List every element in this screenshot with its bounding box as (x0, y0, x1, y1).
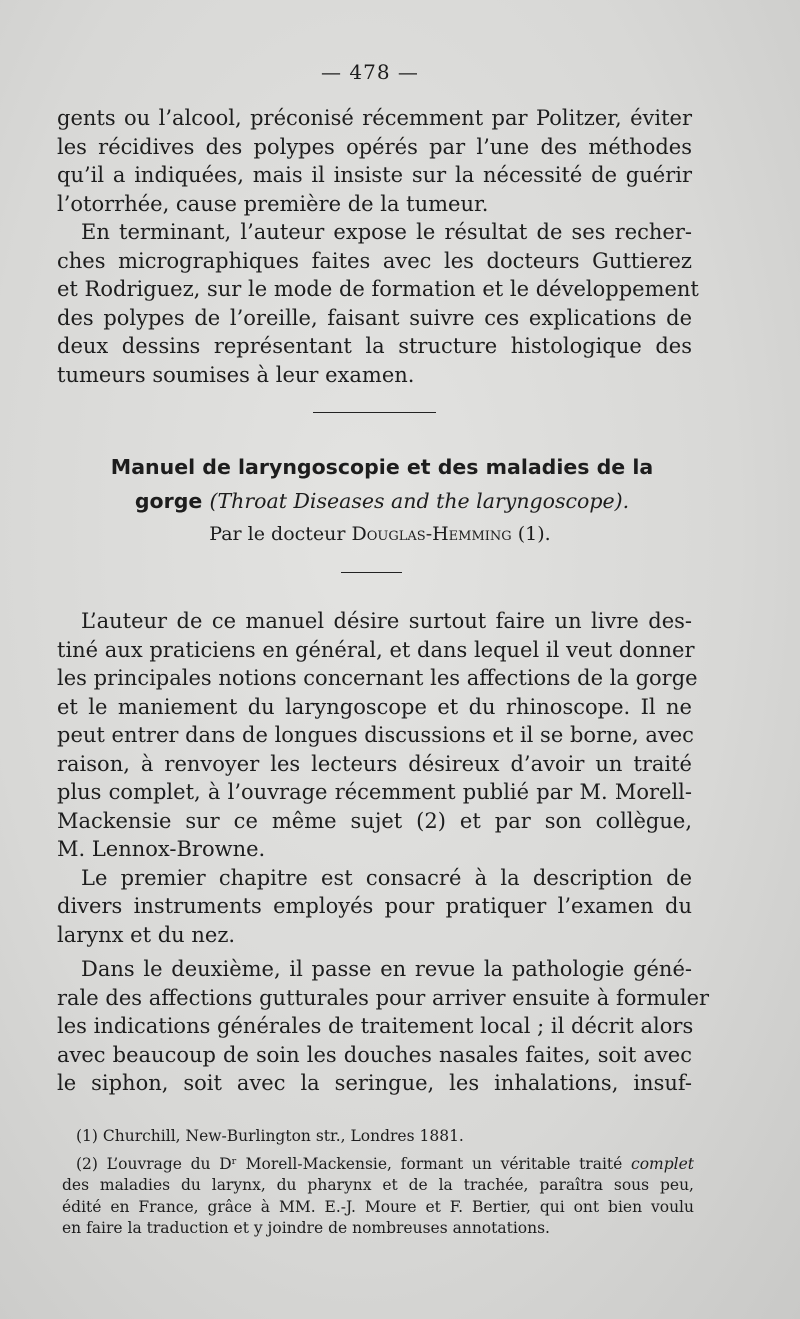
text-line: rale des affections gutturales pour arriver ensuite à formuler (57, 985, 710, 1010)
text-line: gents ou l’alcool, préconisé récemment par Politzer, éviter (57, 106, 692, 130)
text-line: divers instruments employés pour pratiquer l’examen du (57, 894, 692, 918)
text-line: raison, à renvoyer les lecteurs désireux d’avoir un traité (57, 751, 692, 776)
text-line: avec beaucoup de soin les douches nasales faites, soit avec (57, 1042, 692, 1067)
section-title (57, 450, 707, 518)
section-title-line: Manuel de laryngoscopie et des maladies de la (110, 455, 654, 479)
separator-rule (313, 412, 436, 413)
section-title-bold: gorge (134, 489, 203, 513)
top-text-block (57, 104, 699, 389)
byline-author: Douglas-Hemming (351, 523, 512, 545)
text-line: ches micrographiques faites avec les docteurs Guttierez (57, 248, 692, 273)
byline (0, 523, 760, 545)
text-line: peut entrer dans de longues discussions et il se borne, avec (57, 723, 694, 747)
text-line: plus complet, à l’ouvrage récemment publié par M. Morell- (57, 780, 692, 804)
text-line: deux dessins représentant la structure histologique des (57, 334, 692, 358)
text-line: L’auteur de ce manuel désire surtout faire un livre des- (81, 609, 692, 633)
paragraph (57, 104, 692, 218)
text-line: En terminant, l’auteur expose le résultat de ses recher- (81, 220, 692, 244)
text-line: des polypes de l’oreille, faisant suivre ces explications de (57, 305, 692, 330)
footnote-text: (2) L’ouvrage du Dʳ Morell-Mackensie, formant un véritable traité (76, 1154, 623, 1173)
text-line: le siphon, soit avec la seringue, les inhalations, insuf- (57, 1071, 692, 1095)
byline-prefix: Par le docteur (209, 523, 346, 545)
footnote-line: des maladies du larynx, du pharynx et de la trachée, paraîtra sous peu, (62, 1176, 694, 1194)
section-title-line (57, 484, 707, 518)
text-line: Dans le deuxième, il passe en revue la pathologie géné- (81, 957, 692, 981)
text-line: larynx et du nez. (57, 922, 236, 947)
page-number: — 478 — (321, 60, 419, 84)
text-line: et Rodriguez, sur le mode de formation et le développement (57, 277, 699, 301)
byline-suffix: (1). (517, 523, 551, 545)
text-line: les indications générales de traitement local ; il décrit alors (57, 1014, 694, 1038)
body-text-block (57, 607, 710, 1098)
text-line: Le premier chapitre est consacré à la description de (81, 865, 692, 890)
separator-rule (341, 572, 402, 573)
footnote-1: (1) Churchill, New-Burlington str., Londres 1881. (76, 1127, 464, 1145)
footnote-line (62, 1154, 694, 1176)
section-title-italic: (Throat Diseases and the laryngoscope). (209, 489, 630, 513)
text-line: l’otorrhée, cause première de la tumeur. (57, 191, 489, 216)
text-line: Mackensie sur ce même sujet (2) et par son collègue, (57, 808, 692, 833)
footnote-line: édité en France, grâce à MM. E.-J. Moure et F. Bertier, qui ont bien voulu (62, 1197, 694, 1216)
paragraph (57, 955, 710, 1098)
text-line: et le maniement du laryngoscope et du rhinoscope. Il ne (57, 694, 692, 719)
text-line: qu’il a indiquées, mais il insiste sur la nécessité de guérir (57, 163, 692, 187)
text-line: M. Lennox-Browne. (57, 837, 266, 861)
paragraph (57, 607, 698, 864)
paragraph (57, 864, 692, 950)
text-line: les principales notions concernant les affections de la gorge (57, 666, 698, 690)
text-line: tiné aux praticiens en général, et dans lequel il veut donner (57, 637, 695, 662)
paragraph (57, 218, 699, 389)
footnotes (62, 1126, 694, 1240)
footnote-2 (62, 1154, 694, 1240)
text-line: tumeurs soumises à leur examen. (57, 362, 415, 387)
text-line: les récidives des polypes opérés par l’une des méthodes (57, 134, 692, 159)
footnote-line: en faire la traduction et y joindre de nombreuses annotations. (62, 1219, 550, 1237)
footnote-emphasis: complet (631, 1154, 695, 1173)
